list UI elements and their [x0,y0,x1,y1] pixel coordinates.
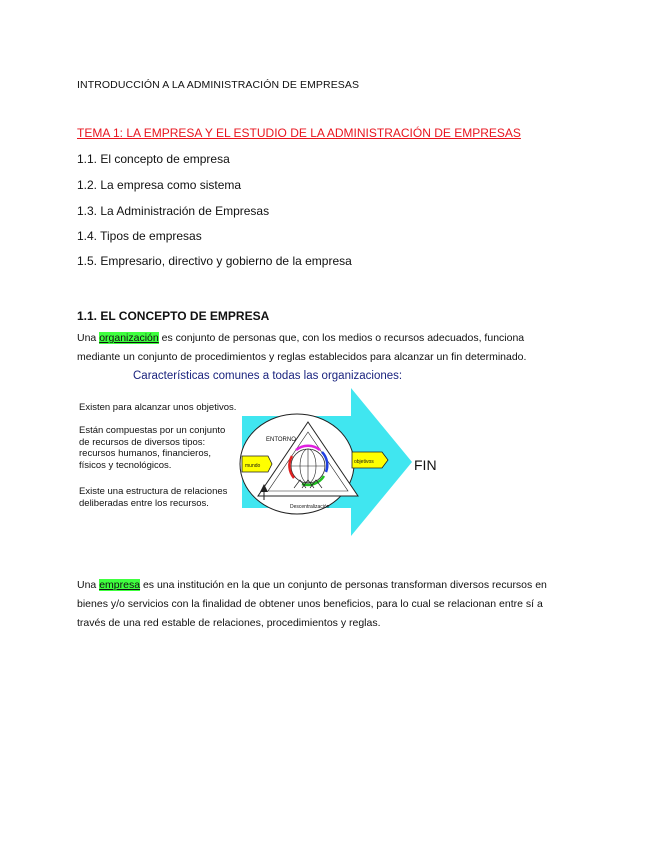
figure-title: Características comunes a todas las organizaciones: [133,370,403,382]
para2-pre: Una [77,579,100,591]
characteristic-2 [79,425,225,471]
toc-item-1: 1.1. El concepto de empresa [77,152,230,166]
characteristic-2-line: de recursos de diversos tipos: [79,436,206,448]
organization-diagram [236,388,456,538]
para2-line1: es una institución en la que un conjunto de personas transforman diversos recursos en [140,579,547,591]
para1-line2: mediante un conjunto de procedimientos y reglas establecidos para alcanzar un fin determinado. [77,351,527,363]
entorno-label: ENTORNO [266,437,296,443]
section-title: 1.1. EL CONCEPTO DE EMPRESA [77,309,270,323]
toc-item-3: 1.3. La Administración de Empresas [77,204,270,218]
toc-item-4: 1.4. Tipos de empresas [77,229,202,243]
para1-pre: Una [77,332,100,344]
para2-line2: bienes y/o servicios con la finalidad de obtener unos beneficios, para lo cual se relacionan entre sí a [77,598,543,610]
characteristic-3-line: Existe una estructura de relaciones [79,486,228,497]
document-header: INTRODUCCIÓN A LA ADMINISTRACIÓN DE EMPRESAS [77,79,360,91]
paragraph-organizacion [77,329,577,367]
tema-title: TEMA 1: LA EMPRESA Y EL ESTUDIO DE LA ADMINISTRACIÓN DE EMPRESAS [77,126,521,140]
toc-item-5: 1.5. Empresario, directivo y gobierno de la empresa [77,254,352,268]
fin-label: FIN [414,457,437,473]
toc-item-2: 1.2. La empresa como sistema [77,178,242,192]
para2-line3: través de una red estable de relaciones, procedimientos y reglas. [77,617,381,629]
characteristic-3-line: deliberadas entre los recursos. [79,497,209,509]
para1-line1: es conjunto de personas que, con los medios o recursos adecuados, funciona [158,332,525,344]
bottom-label: Descentralización [290,504,330,510]
highlight-empresa[interactable]: empresa [99,579,141,591]
characteristic-2-line: recursos humanos, financieros, [79,448,212,459]
right-box-label: objetivos [354,459,374,465]
left-box-label: mundo [245,463,261,469]
characteristic-1: Existen para alcanzar unos objetivos. [79,402,237,413]
paragraph-empresa [77,576,577,633]
characteristic-3 [79,486,227,509]
characteristic-2-line: físicos y tecnológicos. [79,459,172,471]
characteristic-2-line: Están compuestas por un conjunto [79,425,226,436]
highlight-organizacion[interactable]: organización [99,332,159,344]
